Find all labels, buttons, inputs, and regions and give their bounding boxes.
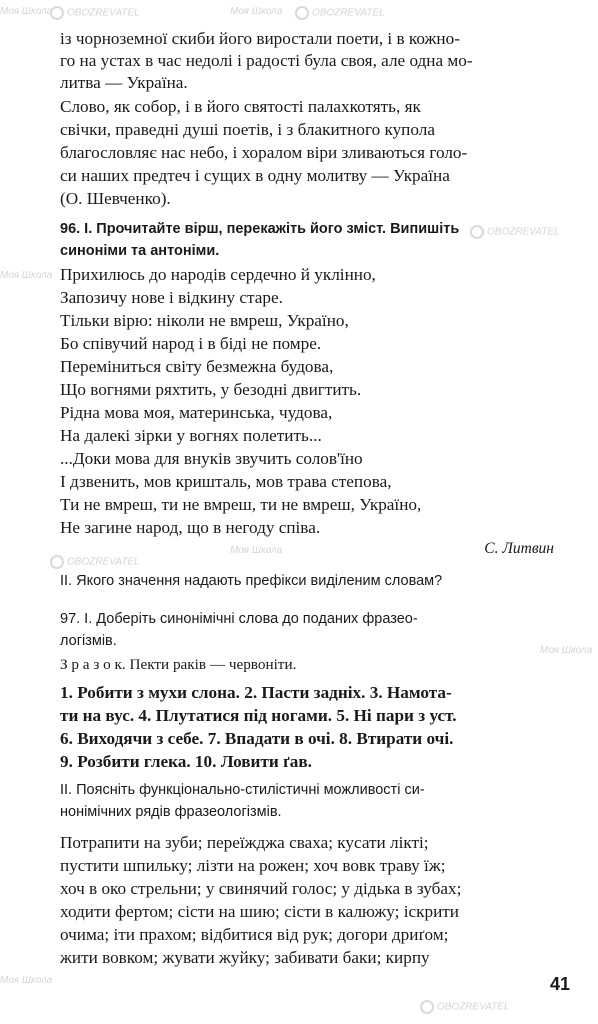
poem-signature: С. Литвин	[484, 540, 554, 557]
text-line: литва — Україна.	[60, 73, 188, 92]
text-line: (О. Шевченко).	[60, 189, 171, 208]
watermark: Моя Школа	[540, 645, 593, 656]
verse-line: На далекі зірки у вогнях полетить...	[60, 426, 322, 445]
text-line: очима; іти прахом; відбитися від рук; догори дриґом;	[60, 925, 449, 944]
verse-line: Бо співучий народ і в біді не помре.	[60, 334, 322, 353]
task-heading: 97. I. Доберіть синонімічні слова до поданих фразео-	[60, 611, 418, 627]
verse-line: І дзвенить, мов кришталь, мов трава степова,	[60, 472, 392, 491]
watermark: OBOZREVATEL	[50, 6, 140, 20]
verse-line: Що вогнями ряхтить, у безодні двигтить.	[60, 380, 362, 399]
task-heading: нонімічних рядів фразеологізмів.	[60, 804, 282, 820]
watermark: Моя Школа	[0, 975, 53, 986]
verse-line: Рідна мова моя, материнська, чудова,	[60, 403, 333, 422]
text-line: благословляє нас небо, і хоралом віри зливаються голо-	[60, 143, 468, 162]
task-heading: синоніми та антоніми.	[60, 243, 220, 259]
page-number: 41	[549, 974, 570, 994]
text-line: си наших предтеч і сущих в одну молитву — Україна	[60, 166, 450, 185]
list-line: ти на вус. 4. Плутатися під ногами. 5. Ні пари з уст.	[60, 706, 457, 725]
watermark: OBOZREVATEL	[50, 555, 140, 569]
watermark: OBOZREVATEL	[295, 6, 385, 20]
text-line: Потрапити на зуби; переїжджа сваха; кусати лікті;	[60, 833, 429, 852]
task-heading: 96. I. Прочитайте вірш, перекажіть його зміст. Випишіть	[60, 221, 460, 237]
text-line: із чорноземної скиби його виростали поети, і в кожно-	[60, 29, 460, 48]
task-heading: логізмів.	[60, 633, 117, 649]
watermark-logo-icon	[295, 6, 309, 20]
text-line: пустити шпильку; лізти на рожен; хоч вовк траву їж;	[60, 856, 446, 875]
verse-line: Тільки вірю: ніколи не вмреш, Україно,	[60, 311, 349, 330]
list-line: 9. Розбити глека. 10. Ловити ґав.	[60, 752, 312, 771]
verse-line: Не загине народ, що в негоду співа.	[60, 518, 321, 537]
list-line: 6. Виходячи з себе. 7. Впадати в очі. 8. Втирати очі.	[60, 729, 454, 748]
verse-line: Ти не вмреш, ти не вмреш, ти не вмреш, Україно,	[60, 495, 422, 514]
task-heading: II. Якого значення надають префікси виділеним словам?	[60, 573, 443, 589]
task-heading: II. Поясніть функціонально-стилістичні можливості си-	[60, 782, 425, 798]
watermark: Моя Школа	[0, 6, 53, 17]
text-line: хоч в око стрельни; у свинячий голос; у дідька в зубах;	[60, 879, 462, 898]
verse-line: Запозичу нове і відкину старе.	[60, 288, 283, 307]
watermark: OBOZREVATEL	[470, 225, 560, 239]
watermark-logo-icon	[50, 555, 64, 569]
verse-line: Переміниться світу безмежна будова,	[60, 357, 334, 376]
verse-line: ...Доки мова для внуків звучить солов'їно	[60, 449, 363, 468]
text-line: ходити фертом; сісти на шию; сісти в калюжу; іскрити	[60, 902, 460, 921]
watermark: Моя Школа	[0, 270, 53, 281]
watermark: Моя Школа	[230, 6, 283, 17]
list-line: 1. Робити з мухи слона. 2. Пасти задніх. 3. Намота-	[60, 683, 452, 702]
watermark-logo-icon	[420, 1000, 434, 1014]
text-line: жити вовком; жувати жуйку; забивати баки; кирпу	[60, 948, 430, 967]
sample-line: З р а з о к. Пекти раків — червоніти.	[60, 656, 297, 673]
watermark: OBOZREVATEL	[420, 1000, 510, 1014]
text-line: го на устах в час недолі і радості була своя, але одна мо-	[60, 51, 473, 70]
watermark-logo-icon	[50, 6, 64, 20]
text-line: Слово, як собор, і в його святості палахкотять, як	[60, 97, 421, 116]
verse-line: Прихилюсь до народів сердечно й уклінно,	[60, 265, 376, 284]
watermark: Моя Школа	[230, 545, 283, 556]
text-line: свічки, праведні душі поетів, і з блакитного купола	[60, 120, 435, 139]
